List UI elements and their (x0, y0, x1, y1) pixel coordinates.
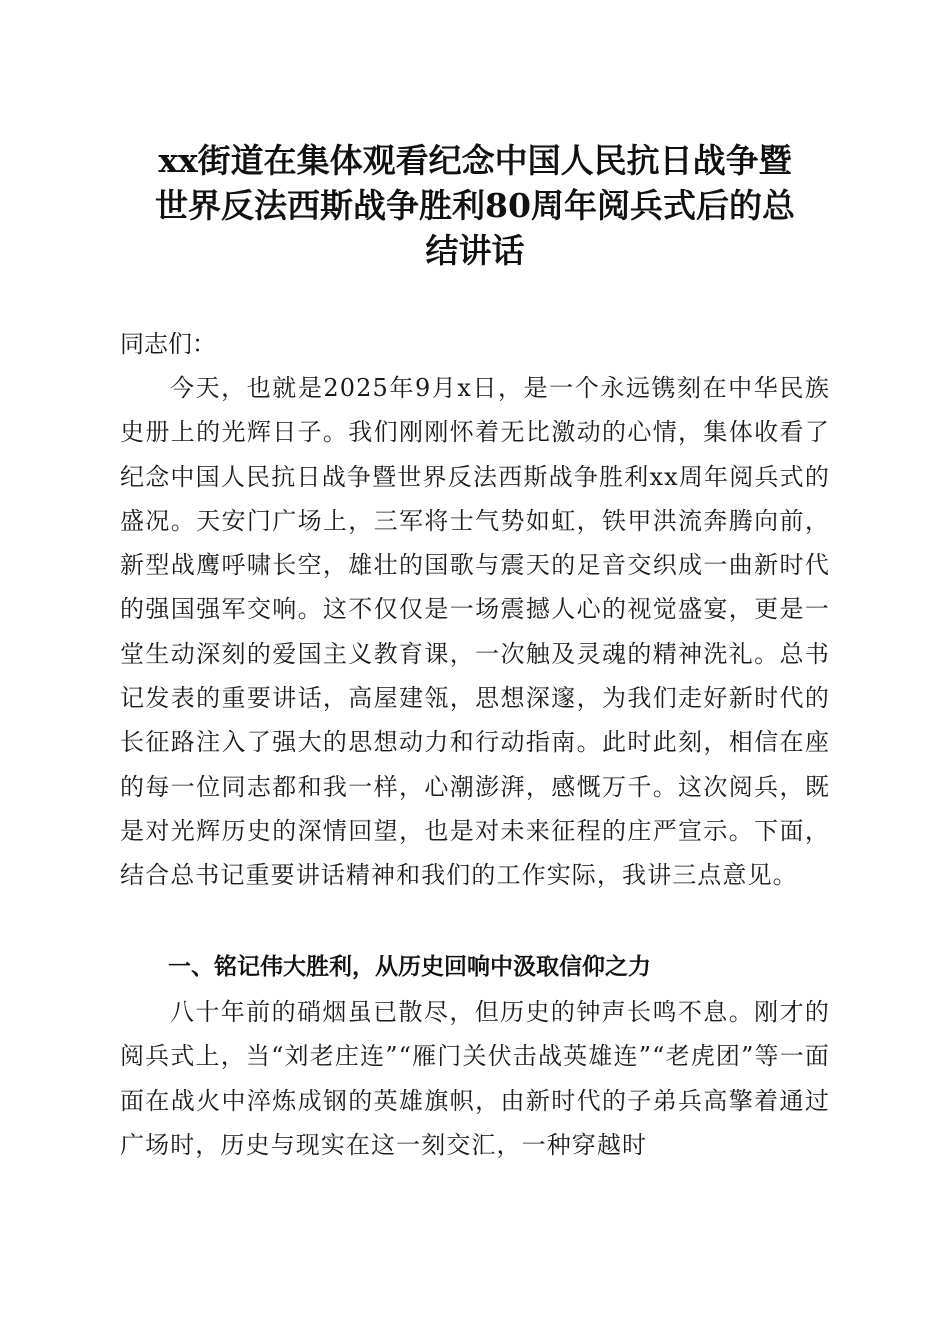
document-title (120, 138, 830, 273)
title-line-2: 世界反法西斯战争胜利80周年阅兵式后的总 (155, 186, 795, 225)
salutation: 同志们： (120, 330, 216, 358)
title-line-1: xx街道在集体观看纪念中国人民抗日战争暨 (158, 141, 792, 180)
section-1-heading: 一、铭记伟大胜利，从历史回响中汲取信仰之力 (168, 954, 651, 980)
section-1-paragraph: 八十年前的硝烟虽已散尽，但历史的钟声长鸣不息。刚才的阅兵式上，当“刘老庄连”“雁门关伏击战英雄连”“老虎团”等一面面在战火中淬炼成钢的英雄旗帜，由新时代的子弟兵高擎着通过广场时，历史与现实在这一刻交汇，一种穿越时 (120, 998, 830, 1159)
title-line-3: 结讲话 (425, 231, 525, 270)
opening-paragraph: 今天，也就是2025年9月x日，是一个永远镌刻在中华民族史册上的光辉日子。我们刚刚怀着无比激动的心情，集体收看了纪念中国人民抗日战争暨世界反法西斯战争胜利xx周年阅兵式的盛况。天安门广场上，三军将士气势如虹，铁甲洪流奔腾向前，新型战鹰呼啸长空，雄壮的国歌与震天的足音交织成一曲新时代的强国强军交响。这不仅仅是一场震撼人心的视觉盛宴，更是一堂生动深刻的爱国主义教育课，一次触及灵魂的精神洗礼。总书记发表的重要讲话，高屋建瓴，思想深邃，为我们走好新时代的长征路注入了强大的思想动力和行动指南。此时此刻，相信在座的每一位同志都和我一样，心潮澎湃，感慨万千。这次阅兵，既是对光辉历史的深情回望，也是对未来征程的庄严宣示。下面，结合总书记重要讲话精神和我们的工作实际，我讲三点意见。 (120, 374, 830, 890)
